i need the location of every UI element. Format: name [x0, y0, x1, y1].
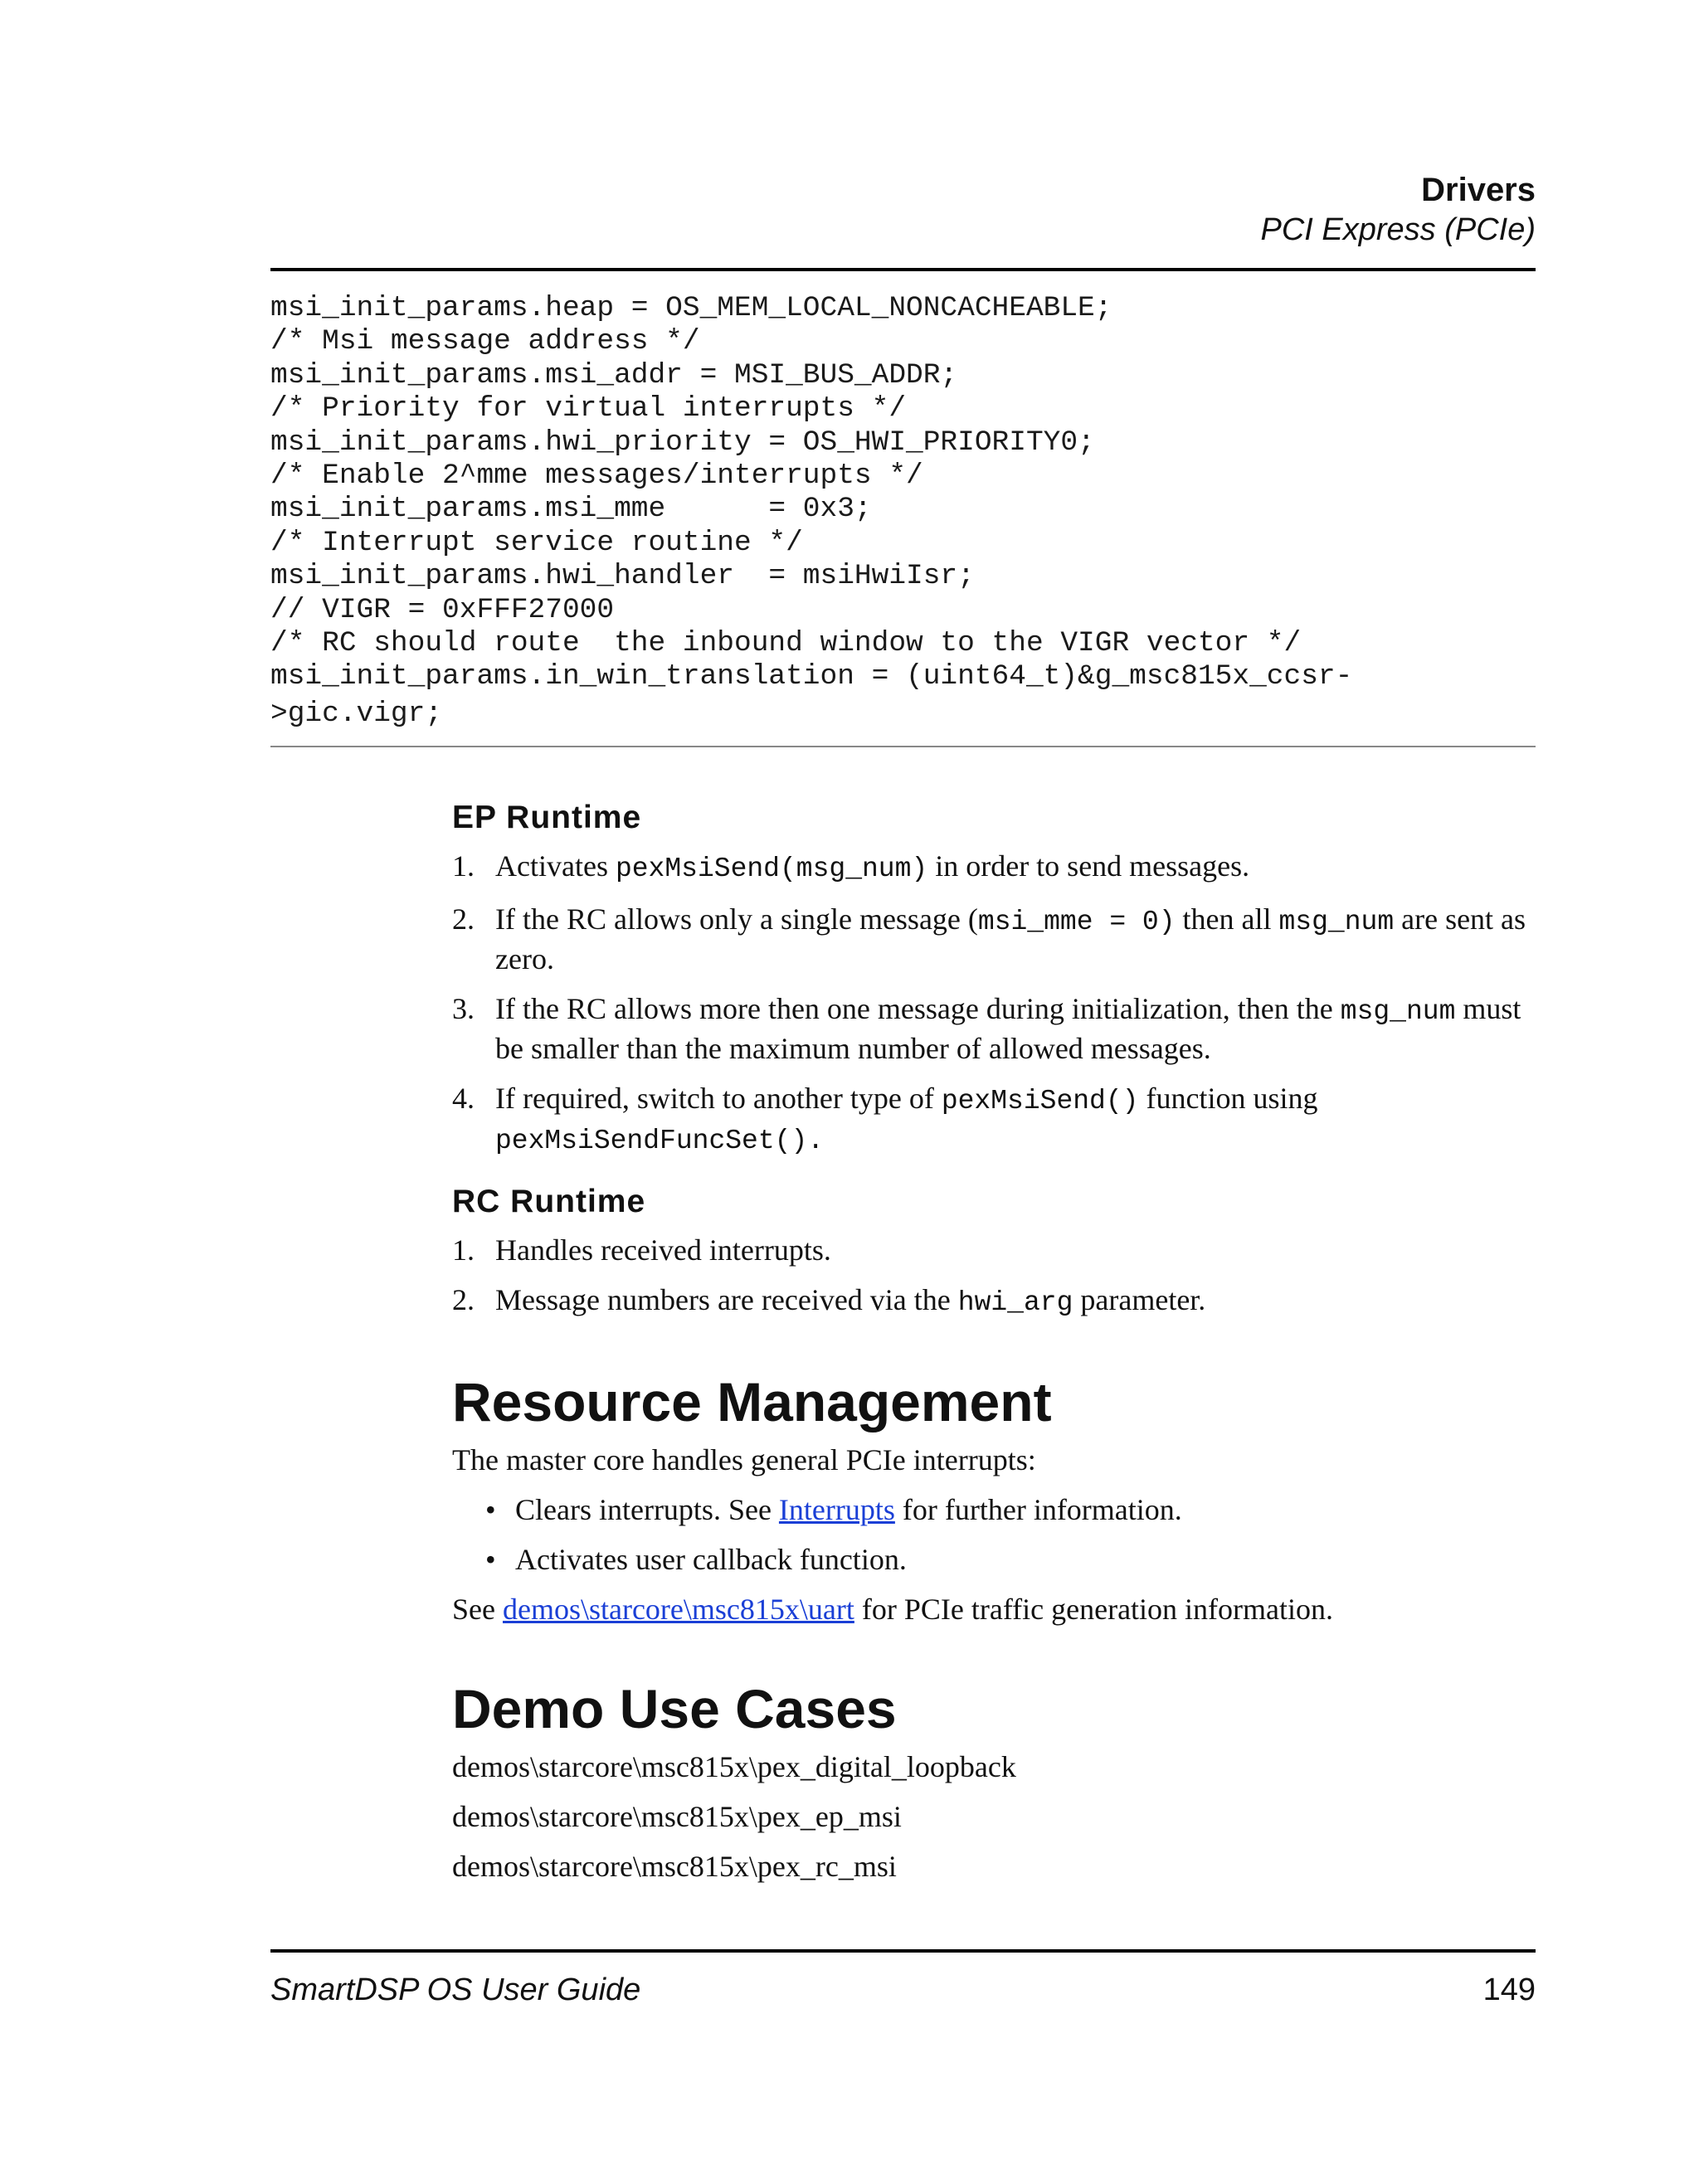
list-text: are sent as zero.	[495, 902, 1526, 975]
code-line: >gic.vigr;	[270, 697, 443, 730]
header-rule	[270, 268, 1536, 271]
code-line: msi_init_params.msi_mme = 0x3;	[270, 493, 872, 526]
bullet-icon: •	[485, 1493, 496, 1526]
header-chapter: Drivers	[1421, 172, 1536, 208]
demo-path: demos\starcore\msc815x\pex_digital_loopback	[452, 1750, 1016, 1783]
list-item	[452, 1282, 1536, 1321]
list-text: If required, switch to another type of	[495, 1082, 942, 1115]
code-line: /* RC should route the inbound window to the VIGR vector */	[270, 627, 1302, 660]
footer-doc-title: SmartDSP OS User Guide	[270, 1972, 641, 2007]
list-item	[452, 848, 1536, 888]
running-header	[270, 170, 1536, 250]
code-line: msi_init_params.msi_addr = MSI_BUS_ADDR;	[270, 358, 958, 392]
ep-runtime-section	[452, 798, 1536, 1160]
list-text: Message numbers are received via the	[495, 1283, 958, 1316]
bullet-item	[452, 1491, 1536, 1528]
paragraph-text: for PCIe traffic generation information.	[854, 1593, 1334, 1626]
paragraph-text: See	[452, 1593, 503, 1626]
inline-code: hwi_arg	[957, 1287, 1073, 1318]
list-number: 1.	[452, 849, 475, 883]
code-line: // VIGR = 0xFFF27000	[270, 593, 615, 626]
demo-use-cases-heading: Demo Use Cases	[452, 1678, 897, 1739]
list-number: 1.	[452, 1233, 475, 1267]
code-line: msi_init_params.in_win_translation = (uint64_t)&g_msc815x_ccsr-	[270, 660, 1353, 693]
demo-path: demos\starcore\msc815x\pex_ep_msi	[452, 1800, 902, 1833]
inline-code: msg_num	[1278, 907, 1395, 937]
list-number: 4.	[452, 1082, 475, 1115]
list-text: in order to send messages.	[927, 849, 1250, 883]
code-block-rule	[270, 746, 1536, 747]
list-item	[452, 1080, 1536, 1160]
list-text: If the RC allows more then one message during initialization, then the	[495, 992, 1341, 1025]
code-line: /* Enable 2^mme messages/interrupts */	[270, 460, 923, 493]
list-text: Handles received interrupts.	[495, 1233, 831, 1267]
list-number: 2.	[452, 1283, 475, 1316]
resource-management-intro: The master core handles general PCIe interrupts:	[452, 1443, 1036, 1476]
footer-page-number: 149	[1482, 1972, 1536, 2007]
interrupts-link[interactable]: Interrupts	[778, 1493, 895, 1526]
bullet-icon: •	[485, 1543, 496, 1576]
code-line: msi_init_params.hwi_handler = msiHwiIsr;	[270, 560, 975, 593]
see-uart-paragraph	[452, 1591, 1536, 1627]
header-section: PCI Express (PCIe)	[1260, 212, 1536, 247]
list-number: 3.	[452, 992, 475, 1025]
list-text: If the RC allows only a single message (	[495, 902, 978, 936]
uart-demo-link[interactable]: demos\starcore\msc815x\uart	[502, 1593, 854, 1626]
bullet-text: for further information.	[894, 1493, 1182, 1526]
list-text: parameter.	[1073, 1283, 1206, 1316]
resource-management-section	[452, 1369, 1536, 1627]
code-line: msi_init_params.heap = OS_MEM_LOCAL_NONCACHEABLE;	[270, 292, 1112, 324]
demo-use-cases-section	[452, 1676, 1536, 1885]
bullet-text: Activates user callback function.	[515, 1543, 907, 1576]
rc-runtime-heading: RC Runtime	[452, 1184, 646, 1219]
list-item	[452, 901, 1536, 977]
list-item	[452, 1232, 1536, 1268]
demo-path: demos\starcore\msc815x\pex_rc_msi	[452, 1850, 897, 1883]
inline-code: msg_num	[1340, 996, 1456, 1027]
list-text: Activates	[495, 849, 616, 883]
inline-code: pexMsiSend()	[941, 1086, 1139, 1116]
list-number: 2.	[452, 902, 475, 936]
inline-code: pexMsiSendFuncSet().	[495, 1126, 825, 1156]
bullet-text: Clears interrupts. See	[515, 1493, 779, 1526]
footer-rule	[270, 1949, 1536, 1953]
code-line: msi_init_params.hwi_priority = OS_HWI_PRIORITY0;	[270, 426, 1095, 459]
inline-code: msi_mme = 0)	[977, 907, 1176, 937]
list-text: function using	[1138, 1082, 1318, 1115]
code-line: /* Msi message address */	[270, 325, 700, 358]
inline-code: pexMsiSend(msg_num)	[615, 854, 928, 884]
list-text: then all	[1175, 902, 1279, 936]
rc-runtime-section	[452, 1182, 1536, 1321]
code-block	[270, 292, 1536, 731]
ep-runtime-heading: EP Runtime	[452, 800, 642, 835]
resource-management-heading: Resource Management	[452, 1371, 1052, 1432]
code-line: /* Interrupt service routine */	[270, 526, 803, 559]
list-text: must be smaller than the maximum number of allowed messages.	[495, 992, 1521, 1065]
code-line: /* Priority for virtual interrupts */	[270, 392, 907, 426]
bullet-item	[452, 1541, 1536, 1578]
list-item	[452, 990, 1536, 1067]
